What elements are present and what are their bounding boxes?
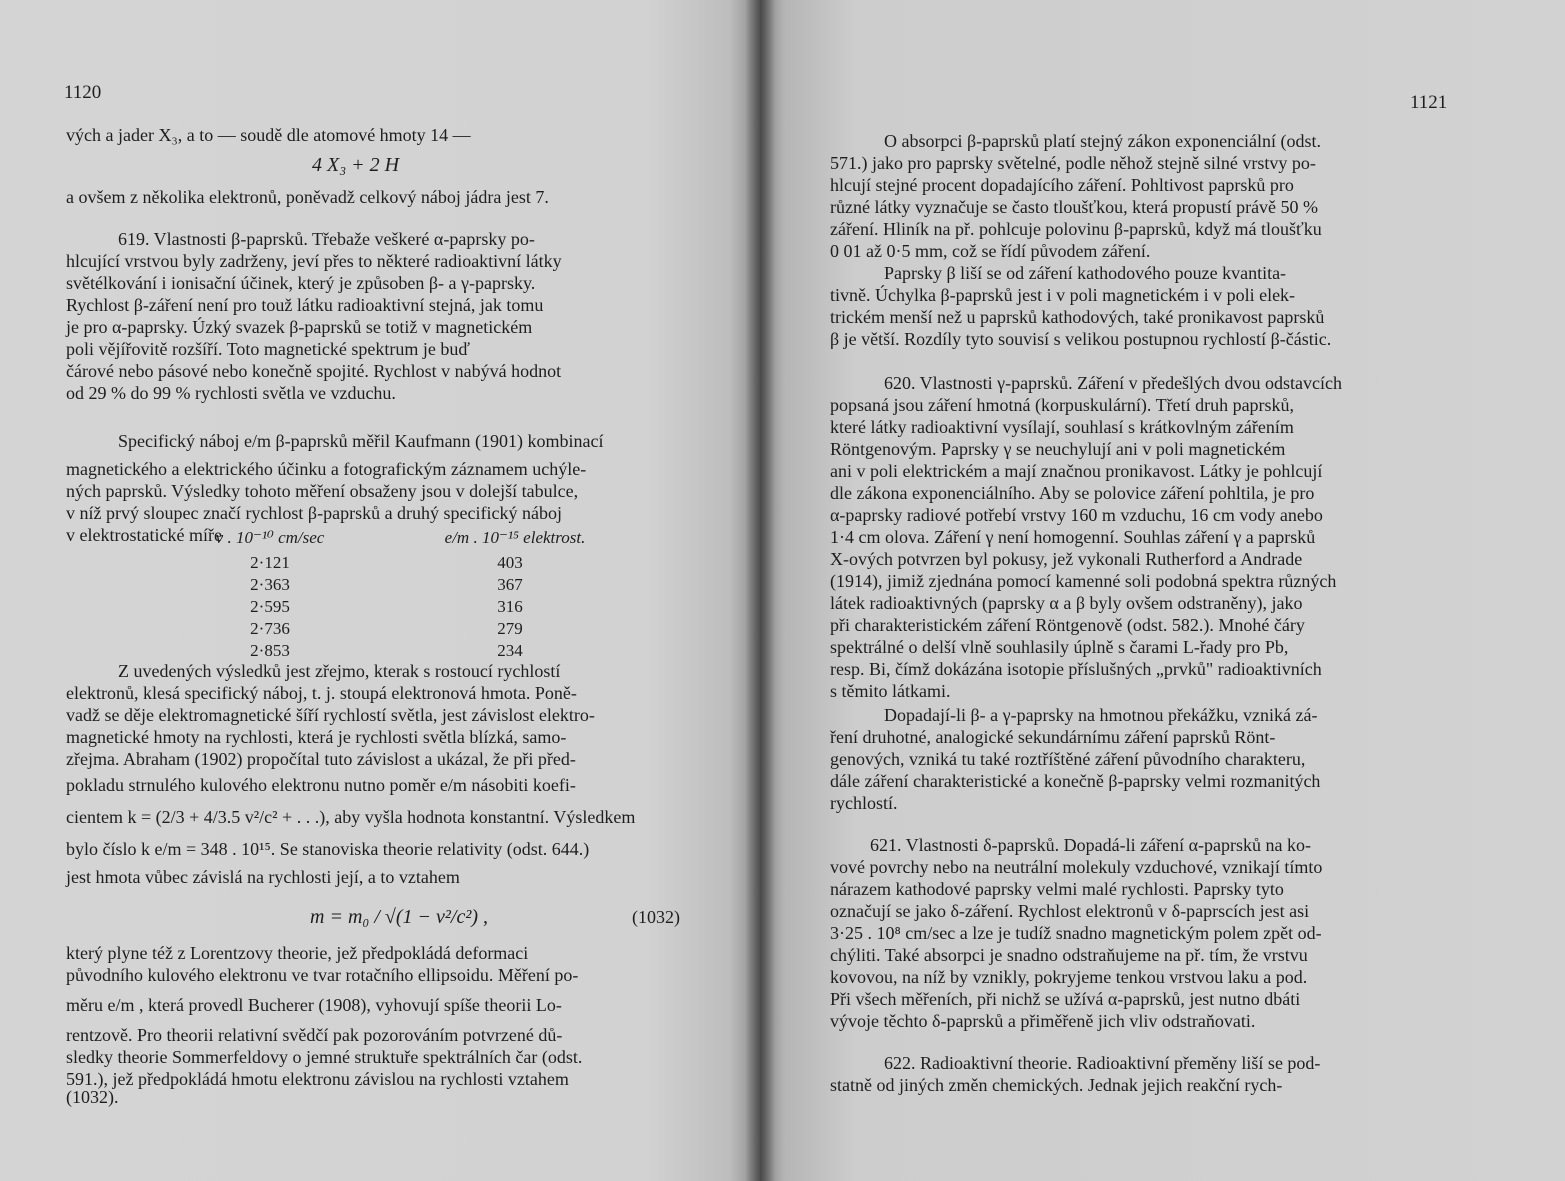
text-line: 571.) jako pro paprsky světelné, podle něhož stejně silné vrstvy po- — [830, 153, 1316, 173]
text-line: a ovšem z několika elektronů, poněvadž celkový náboj jádra jest 7. — [66, 187, 549, 207]
text-line: je pro α-paprsky. Úzký svazek β-paprsků se totiž v magnetickém — [66, 317, 533, 337]
text-line: Röntgenovým. Paprsky γ se neuchylují ani v poli magnetickém — [830, 439, 1286, 459]
table-cell: 403 — [497, 553, 523, 572]
text-line: tivně. Úchylka β-paprsků jest i v poli magnetickém i v poli elek- — [830, 285, 1296, 305]
text-line: Paprsky β liší se od záření kathodového pouze kvantita- — [884, 263, 1287, 283]
text-line: 1·4 cm olova. Záření γ není homogenní. Souhlas záření γ a paprsků — [830, 527, 1316, 547]
text-line: světélkování i ionisační účinek, který je způsoben β- a γ-paprsky. — [66, 273, 536, 293]
text-line: dále záření charakteristické a konečně β-paprsky velmi rozmanitých — [830, 771, 1321, 791]
right-page — [760, 0, 1565, 1181]
text-line: rychlostí. — [830, 793, 898, 813]
text-line: měru e/m , která provedl Bucherer (1908), vyhovují spíše theorii Lo- — [66, 995, 562, 1015]
text-line: chýliti. Také absorpci je snadno odstraňujeme na př. tím, že vrstvu — [830, 945, 1308, 965]
text-line: popsaná jsou záření hmotná (korpuskulární). Třetí druh paprsků, — [830, 395, 1295, 415]
text-line: v níž prvý sloupec značí rychlost β-paprsků a druhý specifický náboj — [66, 503, 563, 523]
table-cell: 279 — [497, 619, 523, 638]
text-line: ných paprsků. Výsledky tohoto měření obsaženy jsou v dolejší tabulce, — [66, 481, 579, 501]
text-line: X-ových potvrzen byl pokusy, jež vykonali Rutherford a Andrade — [830, 549, 1303, 569]
text-line: původního kulového elektronu ve tvar rotačního ellipsoidu. Měření po- — [66, 965, 579, 985]
text-line: ření druhotné, analogické sekundárnímu záření paprsků Rönt- — [830, 727, 1276, 747]
page-number: 1120 — [64, 82, 102, 103]
measurement-table — [190, 528, 610, 658]
text-line: elektronů, klesá specifický náboj, t. j. stoupá elektronová hmota. Poně- — [66, 683, 577, 703]
text-line: α-paprsky radiové potřebí vrstvy 160 m vzduchu, 16 cm vody anebo — [830, 505, 1323, 525]
text-line: genových, vzniká tu také roztříštěné záření původního charakteru, — [830, 749, 1306, 769]
text-line: vové povrchy nebo na neutrální molekuly vzduchové, vznikají tímto — [830, 857, 1323, 877]
text-line: zřejma. Abraham (1902) propočítal tuto závislost a ukázal, že při před- — [66, 749, 576, 769]
section-heading-620: 620. Vlastnosti γ-paprsků. Záření v předešlých dvou odstavcích — [884, 373, 1343, 393]
text-line: (1914), jimiž zjednána pomocí kamenné soli podobná spektra různých — [830, 571, 1337, 591]
text-line: který plyne též z Lorentzovy theorie, jež předpokládá deformaci — [66, 943, 529, 963]
table-cell: 2·121 — [250, 553, 290, 572]
section-heading-622: 622. Radioaktivní theorie. Radioaktivní přeměny liší se pod- — [884, 1053, 1321, 1073]
text-line: Dopadají-li β- a γ-paprsky na hmotnou překážku, vzniká zá- — [884, 705, 1318, 725]
text-line: jest hmota vůbec závislá na rychlosti její, a to vztahem — [66, 867, 460, 887]
text-line: Specifický náboj e/m β-paprsků měřil Kaufmann (1901) kombinací — [118, 431, 604, 451]
text-line: označují se jako δ-záření. Rychlost elektronů v δ-paprscích jest asi — [830, 901, 1310, 921]
text-line: β je větší. Rozdíly tyto souvisí s velikou postupnou rychlostí β-částic. — [830, 329, 1332, 349]
text-line: vývoje těchto δ-paprsků a přiměřeně jich vliv odstraňovati. — [830, 1011, 1256, 1031]
text-line: při charakteristickém záření Röntgenově (odst. 582.). Mnohé čáry — [830, 615, 1305, 635]
text-line: dle zákona exponenciálního. Aby se polovice záření pohltila, je pro — [830, 483, 1315, 503]
book-gutter — [745, 0, 775, 1181]
text-line: magnetického a elektrického účinku a fotografickým záznamem uchýle- — [66, 459, 587, 479]
text-line: 591.), jež předpokládá hmotu elektronu závislou na rychlosti vztahem — [66, 1069, 569, 1089]
text-line: 3·25 . 10⁸ cm/sec a lze je tudíž snadno magnetickým polem zpět od- — [830, 923, 1322, 943]
left-page — [0, 0, 760, 1181]
table-header-charge: e/m . 10⁻¹⁵ elektrost. — [444, 528, 586, 547]
text-line: bylo číslo k e/m = 348 . 10¹⁵. Se stanoviska theorie relativity (odst. 644.) — [66, 839, 590, 859]
equation-number: (1032) — [632, 907, 680, 927]
text-line: pokladu strnulého kulového elektronu nutno poměr e/m násobiti koefi- — [66, 775, 576, 795]
table-cell: 234 — [497, 641, 523, 660]
text-line: které látky radioaktivní vysílají, souhlasí s krátkovlným zářením — [830, 417, 1294, 437]
text-line: s těmito látkami. — [830, 681, 951, 701]
text-line: statně od jiných změn chemických. Jednak jejich reakční rych- — [830, 1075, 1283, 1095]
text-line: záření. Hliník na př. pohlcuje polovinu β-paprsků, když má tloušťku — [830, 219, 1322, 239]
text-line: magnetické hmoty na rychlosti, která je rychlosti světla blízká, samo- — [66, 727, 567, 747]
section-heading-621: 621. Vlastnosti δ-paprsků. Dopadá-li záření α-paprsků na ko- — [870, 835, 1311, 855]
text-line: (1032). — [66, 1087, 119, 1107]
text-line: hlcují stejné procent dopadajícího záření. Pohltivost paprsků pro — [830, 175, 1294, 195]
table-cell: 2·363 — [250, 575, 290, 594]
page-number: 1121 — [1410, 92, 1448, 113]
formula: m = m₀ / √(1 − v²/c²) , — [310, 906, 488, 928]
table-header-velocity: v . 10⁻¹⁰ cm/sec — [215, 528, 325, 547]
text-line: 0 01 až 0·5 mm, což se řídí původem záření. — [830, 241, 1151, 261]
text-line: kovovou, na níž by vznikly, pokryjeme tenkou vrstvou laku a pod. — [830, 967, 1308, 987]
table-cell: 316 — [497, 597, 523, 616]
text-line: hlcující vrstvou byly zadrženy, jeví přes to některé radioaktivní látky — [66, 251, 562, 271]
text-line: Při všech měřeních, při nichž se užívá α-paprsků, jest nutno dbáti — [830, 989, 1301, 1009]
text-line: ani v poli elektrickém a mají značnou pronikavost. Látky je pohlcují — [830, 461, 1323, 481]
table-cell: 367 — [497, 575, 523, 594]
text-line: vadž se děje elektromagnetické šíří rychlostí světla, jest závislost elektro- — [66, 705, 595, 725]
text-line: látek radioaktivných (paprsky α a β byly ovšem odstraněny), jako — [830, 593, 1303, 613]
text-line: různé látky vyznačuje se často tloušťkou, která propustí právě 50 % — [830, 197, 1319, 217]
table-cell: 2·736 — [250, 619, 290, 638]
text-line: v elektrostatické míře — [66, 525, 222, 545]
text-line: vých a jader X₃, a to — soudě dle atomové hmoty 14 — — [66, 125, 471, 145]
text-line: čárové nebo pásové nebo konečně spojité. Rychlost v nabývá hodnot — [66, 361, 562, 381]
table-cell: 2·853 — [250, 641, 290, 660]
table-column-velocity — [220, 552, 320, 662]
text-line: sledky theorie Sommerfeldovy o jemné struktuře spektrálních čar (odst. — [66, 1047, 583, 1067]
text-line: resp. Bi, čímž dokázána isotopie příslušných „prvků" radioaktivních — [830, 659, 1322, 679]
text-line: Z uvedených výsledků jest zřejmo, kterak s rostoucí rychlostí — [118, 661, 561, 681]
text-line: poli vějířovitě rozšíří. Toto magnetické spektrum je buď — [66, 339, 470, 359]
table-cell: 2·595 — [250, 597, 290, 616]
text-line: cientem k = (2/3 + 4/3.5 v²/c² + . . .), aby vyšla hodnota konstantní. Výsledkem — [66, 807, 636, 827]
section-heading-619: 619. Vlastnosti β-paprsků. Třebaže veškeré α-paprsky po- — [118, 229, 535, 249]
text-line: Rychlost β-záření není pro touž látku radioaktivní stejná, jak tomu — [66, 295, 544, 315]
table-column-charge — [460, 552, 560, 662]
formula: 4 X₃ + 2 H — [312, 154, 400, 176]
text-line: rentzově. Pro theorii relativní svědčí pak pozorováním potvrzené dů- — [66, 1025, 563, 1045]
text-line: od 29 % do 99 % rychlosti světla ve vzduchu. — [66, 383, 396, 403]
text-line: nárazem kathodové paprsky velmi malé rychlosti. Paprsky tyto — [830, 879, 1284, 899]
text-line: O absorpci β-paprsků platí stejný zákon exponenciální (odst. — [884, 131, 1322, 151]
text-line: trickém menší než u paprsků kathodových, také pronikavost paprsků — [830, 307, 1325, 327]
text-line: spektrálné o delší vlně souhlasily úplně s čarami L-řady pro Pb, — [830, 637, 1289, 657]
